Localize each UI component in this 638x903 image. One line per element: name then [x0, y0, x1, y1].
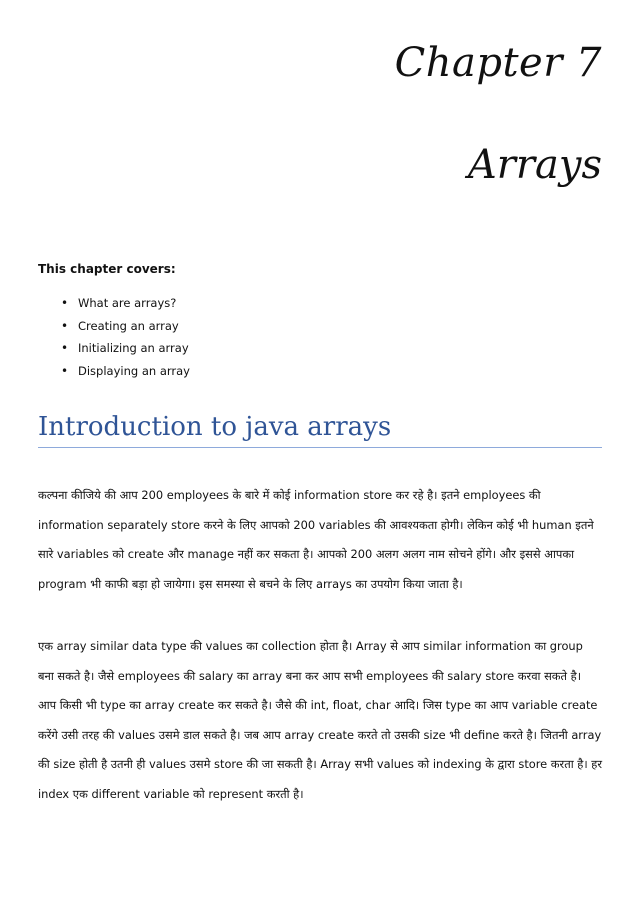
covers-item-label: Creating an array [78, 318, 179, 333]
covers-item-label: Initializing an array [78, 341, 189, 355]
body-paragraph: एक array similar data type की values का collection होता है। Array से आप similar information का group बना सकते है। जैसे employees की salary का array बना कर आप सभी employees की salary store करवा सकते है। आप किसी भी type का array create कर सकते है। जैसे की int, float, char आदि। जिस type का आप variable create करेंगे उसी तरह की values उसमे डाल सकते है। जब आप array create करते तो उसकी size भी define करते है। जितनी array की size होती है उतनी ही values उसमे store की जा सकती है। Array सभी values को indexing के द्वारा store करता है। हर index एक different variable को represent करती है। [38, 639, 602, 801]
covers-list-item [38, 337, 190, 360]
chapter-title: Chapter 7 [394, 40, 602, 86]
bullet-icon: • [61, 363, 69, 378]
chapter-subtitle: Arrays [467, 142, 602, 188]
covers-list-item [38, 315, 190, 338]
body-paragraph: कल्पना कीजिये की आप 200 employees के बारे में कोई information store कर रहे है। इतने employees की information separately store करने के लिए आपको 200 variables की आवश्यकता होगी। लेकिन कोई भी human इतने सारे variables को create और manage नहीं कर सकता है। आपको 200 अलग अलग नाम सोचने होंगे। और इससे आपका program भी काफी बड़ा हो जायेगा। इस समस्या से बचने के लिए arrays का उपयोग किया जाता है। [38, 488, 594, 591]
section-heading: Introduction to java arrays [38, 412, 602, 448]
covers-heading: This chapter covers: [38, 262, 176, 276]
covers-list-item [38, 360, 190, 383]
bullet-icon: • [61, 341, 69, 355]
covers-item-label: Displaying an array [78, 363, 190, 378]
bullet-icon: • [61, 318, 69, 333]
covers-list [38, 292, 190, 382]
covers-list-item [38, 292, 190, 315]
covers-item-label: What are arrays? [78, 296, 177, 310]
bullet-icon: • [61, 296, 69, 310]
